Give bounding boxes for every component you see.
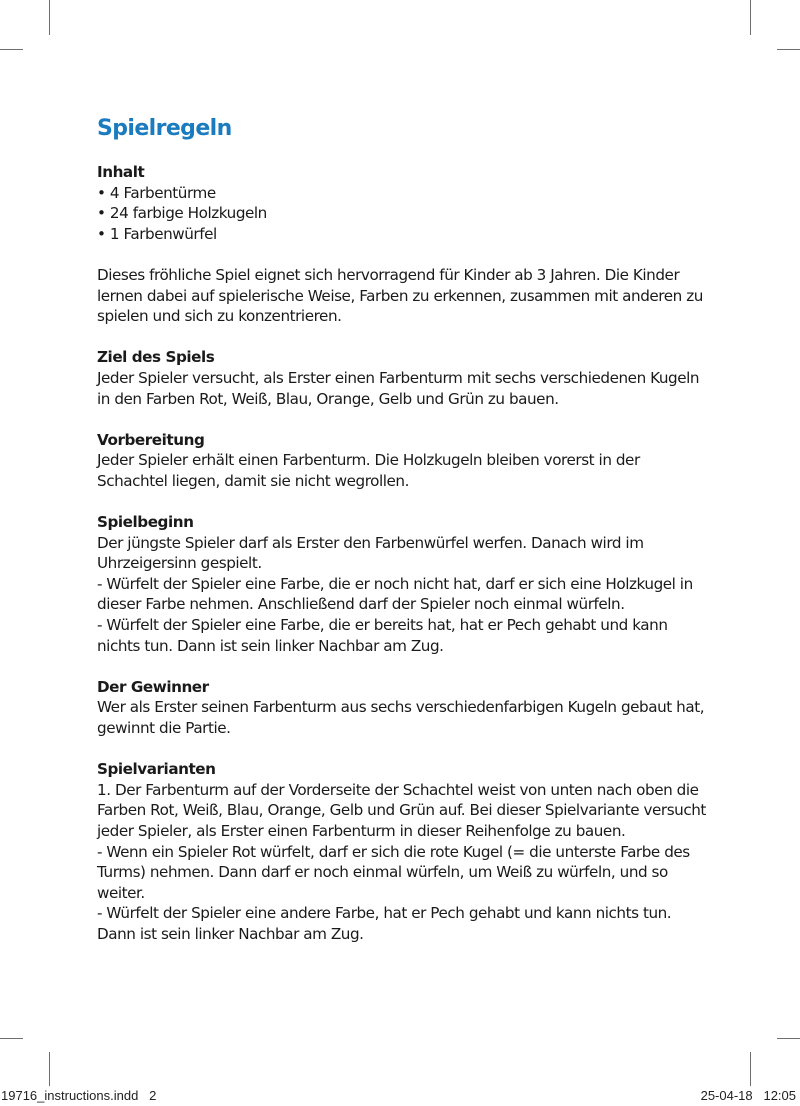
section-contents bbox=[97, 162, 707, 244]
section-goal bbox=[97, 347, 707, 409]
paragraph: Der jüngste Spieler darf als Erster den Farbenwürfel werfen. Danach wird im Uhrzeigersinn gespielt. bbox=[97, 533, 644, 573]
paragraph: Jeder Spieler erhält einen Farbenturm. Die Holzkugeln bleiben vorerst in der Schachtel liegen, damit sie nicht wegrollen. bbox=[97, 451, 640, 490]
section-heading: Der Gewinner bbox=[97, 677, 209, 696]
list-item: • 24 farbige Holzkugeln bbox=[97, 203, 707, 224]
contents-list bbox=[97, 183, 707, 245]
paragraph: - Wenn ein Spieler Rot würfelt, darf er sich die rote Kugel (= die unterste Farbe des Turms) nehmen. Dann darf er noch einmal würfeln, um Weiß zu würfeln, und so weiter. bbox=[97, 842, 690, 902]
section-heading: Ziel des Spiels bbox=[97, 348, 215, 367]
section-heading: Spielbeginn bbox=[97, 513, 194, 532]
slug-datetime: 25-04-18 12:05 bbox=[700, 1088, 796, 1103]
crop-mark-bottom-right-horizontal bbox=[777, 1038, 800, 1039]
crop-mark-top-left-horizontal bbox=[0, 49, 23, 50]
paragraph: Dieses fröhliche Spiel eignet sich hervorragend für Kinder ab 3 Jahren. Die Kinder lernen dabei auf spielerische Weise, Farben zu erkennen, zusammen mit anderen zu spielen und sich zu konzentrieren. bbox=[97, 265, 703, 326]
section-heading: Vorbereitung bbox=[97, 430, 205, 449]
paragraph: 1. Der Farbenturm auf der Vorderseite der Schachtel weist von unten nach oben die Farben Rot, Weiß, Blau, Orange, Gelb und Grün auf. Bei dieser Spielvariante versucht jeder Spieler, als Erster einen Farbenturm in dieser Reihenfolge zu bauen. bbox=[97, 780, 706, 840]
page-title: Spielregeln bbox=[97, 116, 232, 141]
paragraph: Wer als Erster seinen Farbenturm aus sechs verschiedenfarbigen Kugeln gebaut hat, gewinnt die Partie. bbox=[97, 698, 705, 738]
crop-mark-bottom-right-vertical bbox=[750, 1052, 751, 1086]
section-intro bbox=[97, 265, 707, 327]
section-heading: Inhalt bbox=[97, 163, 145, 181]
paragraph: - Würfelt der Spieler eine andere Farbe, hat er Pech gehabt und kann nichts tun. Dann ist sein linker Nachbar am Zug. bbox=[97, 904, 672, 943]
paragraph: Jeder Spieler versucht, als Erster einen Farbenturm mit sechs verschiedenen Kugeln in den Farben Rot, Weiß, Blau, Orange, Gelb und Grün zu bauen. bbox=[97, 368, 700, 408]
section-variants bbox=[97, 759, 707, 944]
crop-mark-bottom-left-vertical bbox=[49, 1052, 50, 1086]
section-winner bbox=[97, 677, 707, 739]
list-item: • 4 Farbentürme bbox=[97, 183, 707, 204]
list-item: • 1 Farbenwürfel bbox=[97, 224, 707, 245]
paragraph: - Würfelt der Spieler eine Farbe, die er noch nicht hat, darf er sich eine Holzkugel in dieser Farbe nehmen. Anschließend darf der Spieler noch einmal würfeln. bbox=[97, 574, 693, 614]
crop-mark-bottom-left-horizontal bbox=[0, 1038, 23, 1039]
rules-content bbox=[97, 114, 707, 965]
crop-mark-top-left-vertical bbox=[49, 0, 50, 35]
section-preparation bbox=[97, 430, 707, 492]
slug-filename: 19716_instructions.indd 2 bbox=[1, 1088, 157, 1103]
crop-mark-top-right-horizontal bbox=[777, 49, 800, 50]
crop-mark-top-right-vertical bbox=[750, 0, 751, 35]
section-heading: Spielvarianten bbox=[97, 760, 216, 779]
paragraph: - Würfelt der Spieler eine Farbe, die er bereits hat, hat er Pech gehabt und kann nichts tun. Dann ist sein linker Nachbar am Zug. bbox=[97, 616, 668, 655]
section-game-start bbox=[97, 512, 707, 656]
